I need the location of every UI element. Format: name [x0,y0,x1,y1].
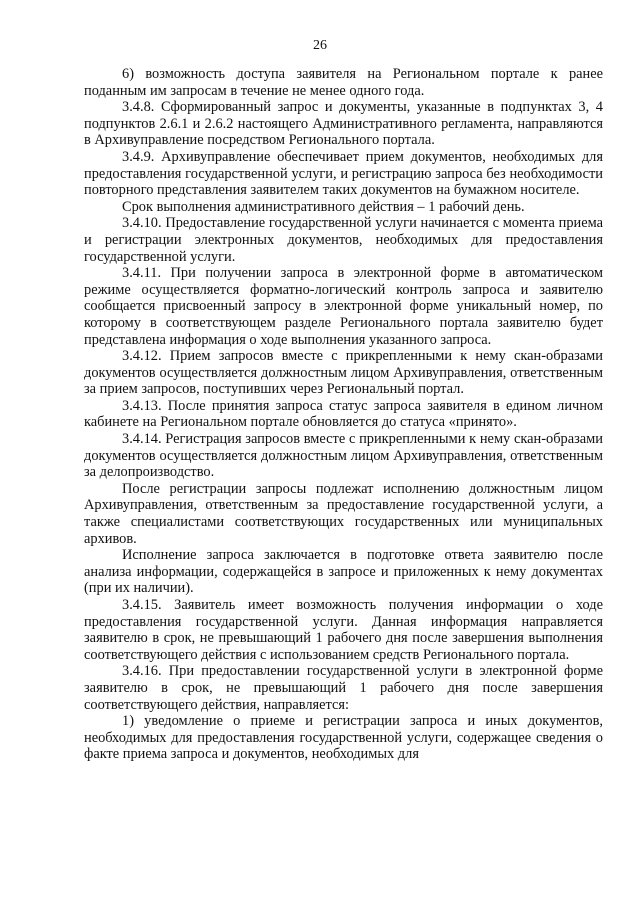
paragraph-3-4-12: 3.4.12. Прием запросов вместе с прикрепленными к нему скан-образами документов осуществляется должностным лицом Архивуправления, ответственным за прием запросов, поступивших через Региональный портал. [84,348,603,398]
page-number: 26 [313,38,327,53]
paragraph-3-4-16: 3.4.16. При предоставлении государственной услуги в электронной форме заявителю в срок, не превышающий 1 рабочего дня после завершения соответствующего действия, направляется: [84,663,603,713]
paragraph-execution: Исполнение запроса заключается в подготовке ответа заявителю после анализа информации, содержащейся в запросе и приложенных к нему документах (при их наличии). [84,547,603,597]
paragraph-3-4-9: 3.4.9. Архивуправление обеспечивает прием документов, необходимых для предоставления государственной услуги, и регистрацию запроса без необходимости повторного представления заявителем таких документов на бумажном носителе. [84,148,603,199]
paragraph-3-4-11: 3.4.11. При получении запроса в электронной форме в автоматическом режиме осуществляется форматно-логический контроль запроса и заявителю сообщается присвоенный запросу в электронной форме уникальный номер, по которому в соответствующем разделе Регионального портала заявителю будет представлена информация о ходе выполнения указанного запроса. [84,265,603,348]
document-body [84,66,603,763]
paragraph-3-4-8: 3.4.8. Сформированный запрос и документы, указанные в подпунктах 3, 4 подпунктов 2.6.1 и 2.6.2 настоящего Административного регламента, направляются в Архивуправление посредством Регионального портала. [84,99,603,149]
paragraph-deadline: Срок выполнения административного действия – 1 рабочий день. [122,198,525,215]
paragraph-3-4-13: 3.4.13. После принятия запроса статус запроса заявителя в едином личном кабинете на Региональном портале обновляется до статуса «принято». [84,397,603,431]
paragraph-3-4-10: 3.4.10. Предоставление государственной услуги начинается с момента приема и регистрации электронных документов, необходимых для предоставления государственной услуги. [84,215,603,265]
paragraph-item-6: 6) возможность доступа заявителя на Региональном портале к ранее поданным им запросам в течение не менее одного года. [84,66,603,99]
paragraph-3-4-14: 3.4.14. Регистрация запросов вместе с прикрепленными к нему скан-образами документов осуществляется должностным лицом Архивуправления, ответственным за делопроизводство. [84,431,603,481]
paragraph-item-1: 1) уведомление о приеме и регистрации запроса и иных документов, необходимых для предоставления государственной услуги, содержащее сведения о факте приема запроса и документов, необходимых для [84,713,603,763]
paragraph-3-4-15: 3.4.15. Заявитель имеет возможность получения информации о ходе предоставления государственной услуги. Данная информация направляется заявителю в срок, не превышающий 1 рабочего дня после завершения выполнения соответствующего действия с использованием средств Регионального портала. [84,597,603,663]
paragraph-after-registration: После регистрации запросы подлежат исполнению должностным лицом Архивуправления, ответственным за предоставление государственной услуги, а также специалистами соответствующих государственных или муниципальных архивов. [84,480,603,547]
